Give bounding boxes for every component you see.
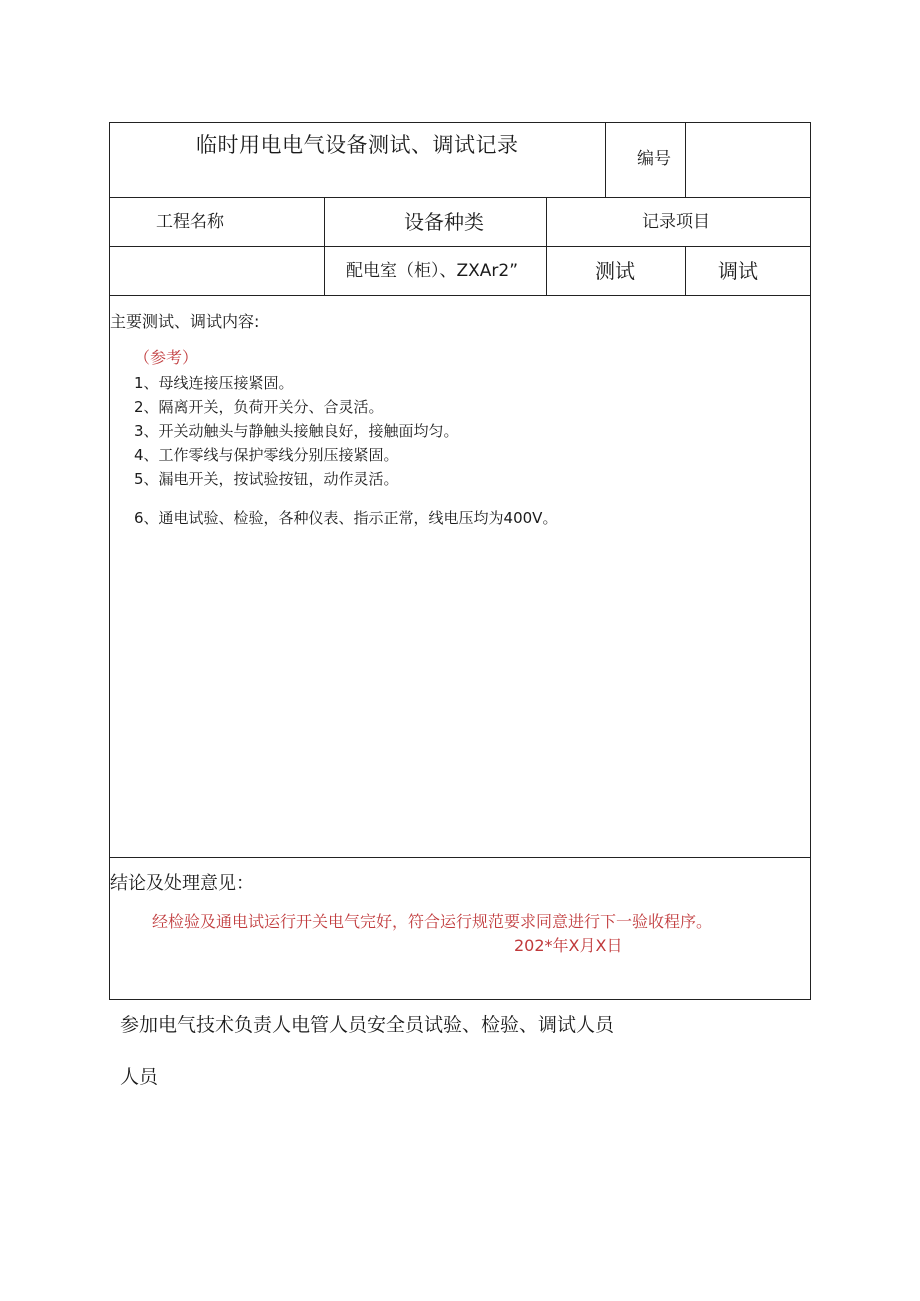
list-item: 2、隔离开关，负荷开关分、合灵活。 [134,398,384,416]
equipment-value: 配电室（柜）、ZXAr2” [346,261,519,281]
list-item: 6、通电试验、检验，各种仪表、指示正常，线电压均为400V。 [134,509,558,527]
participants-line-2: 人员 [120,1066,159,1088]
list-item: 5、漏电开关，按试验按钮，动作灵活。 [134,470,399,488]
row-divider-values [109,295,811,296]
number-label: 编号 [637,149,671,169]
record-item-header: 记录项目 [642,212,710,232]
debug-label: 调试 [718,259,758,283]
test-label: 测试 [595,259,635,283]
form-title: 临时用电电气设备测试、调试记录 [196,133,519,157]
content-heading: 主要测试、调试内容: [110,312,260,331]
list-item: 3、开关动触头与静触头接触良好，接触面均匀。 [134,422,459,440]
row-divider-header [109,197,811,198]
project-name-header: 工程名称 [156,212,224,232]
col-divider-equipment [546,197,547,295]
row-divider-conclusion [109,857,811,858]
col-divider-test-debug [685,246,686,295]
equipment-type-header: 设备种类 [404,210,484,234]
conclusion-text: 经检验及通电试运行开关电气完好，符合运行规范要求同意进行下一验收程序。 [152,912,713,931]
conclusion-heading: 结论及处理意见： [110,873,254,894]
conclusion-date: 202*年X月X日 [514,936,623,955]
col-divider-project [324,197,325,295]
col-divider-number-value [685,122,686,197]
reference-note: （参考） [134,348,199,367]
record-form-table [109,122,811,1000]
list-item: 4、工作零线与保护零线分别压接紧固。 [134,446,399,464]
row-divider-columns [109,246,811,247]
col-divider-number-label [605,122,606,197]
list-item: 1、母线连接压接紧固。 [134,374,294,392]
participants-line: 参加电气技术负责人电管人员安全员试验、检验、调试人员 [120,1014,615,1036]
